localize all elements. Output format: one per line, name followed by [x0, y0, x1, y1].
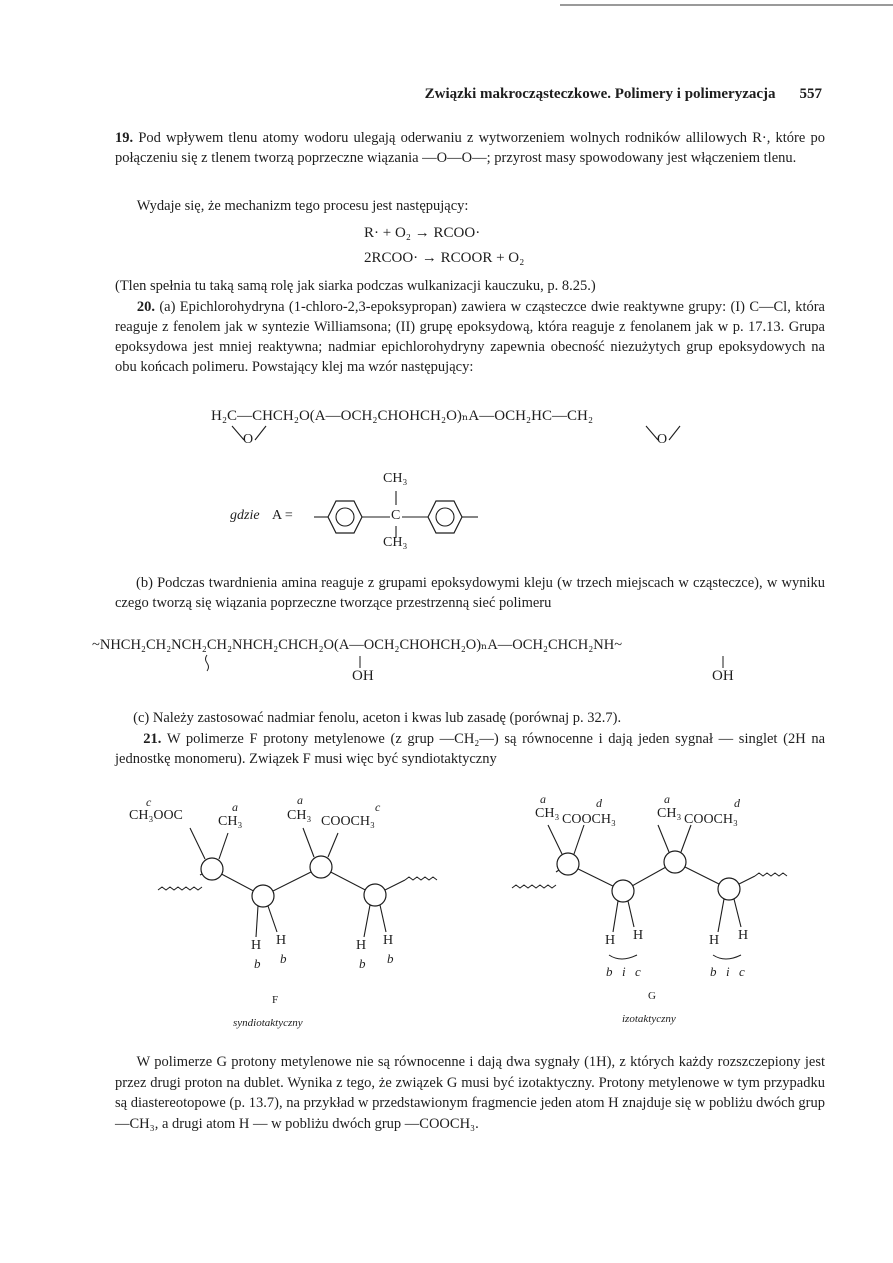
f-label-b-1: b	[254, 956, 261, 971]
f-label-c-2: c	[375, 800, 381, 814]
g-label-b-2: b	[710, 964, 717, 979]
page-number: 557	[799, 86, 822, 102]
oh-right: OH	[712, 668, 734, 684]
g-label-c-2: c	[739, 964, 745, 979]
f-h-2: H	[276, 933, 287, 948]
f-group-3: CH₃	[287, 808, 312, 823]
network-formula: ~NHCH₂CH₂NCH₂CH₂NHCH₂CHCH₂O(A—OCH₂CHOHCH₂O)ₙA—OCH₂CHCH₂NH~	[92, 637, 623, 653]
section-19-text: Pod wpływem tlenu atomy wodoru ulegają oderwaniu z wytworzeniem wolnych rodników allilowych R·, które po połączeniu się z tlenem tworzą poprzeczne wiązania —O—O—; przyrost masy spowodowany jest włączeniem tlenu.	[115, 130, 825, 166]
section-20-text-a: (a) Epichlorohydryna (1-chloro-2,3-epoksypropan) zawiera w cząsteczce dwie reaktywne grupy: (I) C—Cl, która reaguje z fenolem jak w syntezie Williamsona; (II) grupę epoksydową, która reaguje z fenolanem jak w p. 17.13. Grupa epoksydowa jest mniej reaktywna; nadmiar epichlorohydryny zapewnia obecność niezużytych grup epoksydowych na obu końcach polimeru. Powstający klej ma wzór następujący:	[115, 299, 825, 375]
where-label: gdzie	[230, 508, 260, 523]
g-label-a-1: a	[540, 792, 546, 806]
f-caption: syndiotaktyczny	[233, 1017, 303, 1029]
g-label-d-1: d	[596, 796, 602, 810]
g-label-b-1: b	[606, 964, 613, 979]
g-caption: izotaktyczny	[622, 1013, 676, 1025]
epoxide-o-left: O	[243, 432, 254, 447]
section-20-text-c: (c) Należy zastosować nadmiar fenolu, aceton i kwas lub zasadę (porównaj p. 32.7).	[133, 710, 622, 726]
f-label-c-1: c	[146, 795, 152, 809]
g-label-i-1: i	[622, 964, 626, 979]
g-group-3: CH₃	[657, 806, 682, 821]
f-h-3: H	[356, 938, 367, 953]
f-group-1: CH₃OOC	[129, 808, 183, 823]
section-19-number: 19.	[115, 130, 134, 146]
a-equals-label: A =	[272, 508, 293, 523]
f-label-a-2: a	[297, 793, 303, 807]
equation-1: R· + O₂ → RCOO·	[364, 225, 481, 241]
header-title: Związki makrocząsteczkowe. Polimery i polimeryzacja	[424, 86, 776, 102]
f-group-4: COOCH₃	[321, 814, 375, 829]
f-label-a-1: a	[232, 800, 238, 814]
mechanism-intro-text: Wydaje się, że mechanizm tego procesu jest następujący:	[136, 198, 469, 214]
section-21-number: 21.	[143, 731, 162, 747]
g-h-1: H	[605, 933, 616, 948]
g-h-3: H	[709, 933, 720, 948]
g-label-d-2: d	[734, 796, 740, 810]
section-21-text: W polimerze F protony metylenowe (z grup —CH₂—) są równocenne i dają jeden sygnał — singlet (2H na jednostkę monomeru). Związek F musi więc być syndiotaktyczny	[115, 731, 826, 767]
ch3-top: CH₃	[383, 471, 408, 486]
section-20-text-b: (b) Podczas twardnienia amina reaguje z grupami epoksydowymi kleju (w trzech miejscach w cząsteczce), w wyniku czego tworzą się wiązania poprzeczne tworzące przestrzenną sieć polimeru	[115, 575, 825, 611]
oh-left: OH	[352, 668, 374, 684]
equation-2: 2RCOO· → RCOOR + O₂	[364, 250, 525, 266]
central-carbon: C	[391, 508, 401, 523]
f-label-b-2: b	[280, 951, 287, 966]
section-19-note: (Tlen spełnia tu taką samą rolę jak siarka podczas wulkanizacji kauczuku, p. 8.25.)	[115, 278, 596, 294]
ch3-bottom: CH₃	[383, 535, 408, 550]
epoxide-o-right: O	[657, 432, 668, 447]
g-label-i-2: i	[726, 964, 730, 979]
section-20-number: 20.	[136, 299, 155, 315]
g-h-4: H	[738, 928, 749, 943]
section-21-text-after: W polimerze G protony metylenowe nie są równocenne i dają dwa sygnały (1H), z których każdy rozszczepiony jest przez drugi proton na dublet. Wynika z tego, że związek G musi być izotaktyczny. Protony metylenowe w tym przypadku są diastereotopowe (p. 13.7), na przykład w przedstawionym fragmencie jeden atom H znajduje się w pobliżu dwóch grup —CH₃, a drugi atom H — w pobliżu dwóch grup —COOCH₃.	[115, 1054, 825, 1132]
g-label-c-1: c	[635, 964, 641, 979]
g-group-4: COOCH₃	[684, 812, 738, 827]
g-compound-label: G	[648, 990, 656, 1002]
f-label-b-4: b	[387, 951, 394, 966]
g-group-2: COOCH₃	[562, 812, 616, 827]
f-h-1: H	[251, 938, 262, 953]
f-h-4: H	[383, 933, 394, 948]
f-group-2: CH₃	[218, 814, 243, 829]
g-h-2: H	[633, 928, 644, 943]
f-label-b-3: b	[359, 956, 366, 971]
f-compound-label: F	[272, 994, 279, 1006]
g-label-a-2: a	[664, 792, 670, 806]
glue-formula: H₂C—CHCH₂O(A—OCH₂CHOHCH₂O)ₙA—OCH₂HC—CH₂	[211, 408, 594, 424]
g-group-1: CH₃	[535, 806, 560, 821]
section-21-paragraph-after	[115, 1052, 825, 1134]
